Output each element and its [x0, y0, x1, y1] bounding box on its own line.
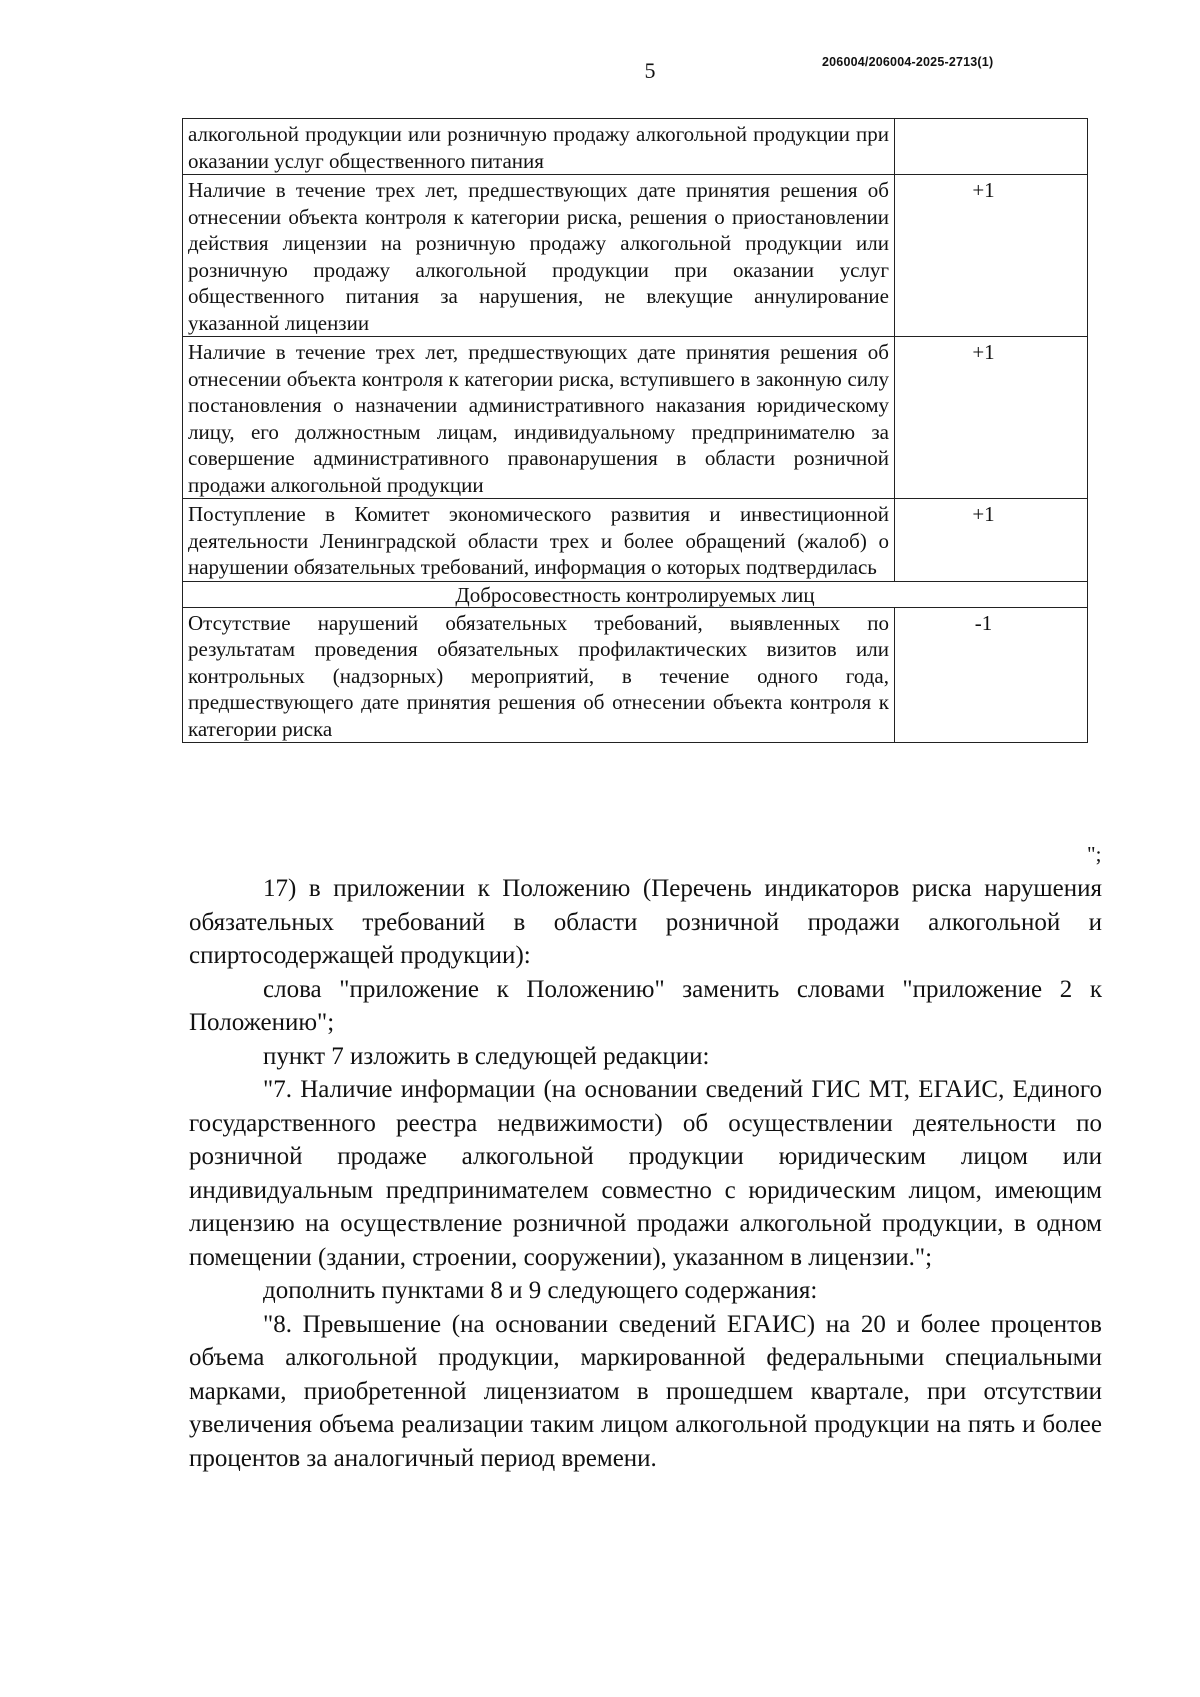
score-cell	[895, 119, 1088, 175]
score-cell: +1	[895, 175, 1088, 337]
score-cell: +1	[895, 499, 1088, 582]
indicator-cell: Отсутствие нарушений обязательных требований, выявленных по результатам проведения обязательных профилактических визитов или контрольных (надзорных) мероприятий, в течение одного года, предшествующего дате принятия решения об отнесении объекта контроля к категории риска	[183, 607, 895, 743]
paragraph: "7. Наличие информации (на основании сведений ГИС МТ, ЕГАИС, Единого государственного реестра недвижимости) об осуществлении деятельности по розничной продаже алкогольной продукции юридическим лицом или индивидуальным предпринимателем совместно с юридическим лицом, имеющим лицензию на осуществление розничной продажи алкогольной продукции, в одном помещении (здании, строении, сооружении), указанном в лицензии.";	[189, 1076, 1102, 1271]
score-cell: +1	[895, 337, 1088, 499]
indicator-cell: Поступление в Комитет экономического развития и инвестиционной деятельности Ленинградской области трех и более обращений (жалоб) о нарушении обязательных требований, информация о которых подтвердилась	[183, 499, 895, 582]
table-row	[183, 119, 1088, 175]
table-row	[183, 499, 1088, 582]
paragraph: 17) в приложении к Положению (Перечень индикаторов риска нарушения обязательных требований в области розничной продажи алкогольной и спиртосодержащей продукции):	[189, 875, 1102, 969]
paragraph: слова "приложение к Положению" заменить словами "приложение 2 к Положению";	[189, 975, 1102, 1036]
amendment-text	[189, 872, 1102, 1475]
table-row	[183, 607, 1088, 743]
page-number: 5	[644, 58, 656, 83]
section-header-row	[183, 581, 1088, 607]
paragraph: дополнить пунктами 8 и 9 следующего содержания:	[263, 1277, 818, 1304]
risk-indicator-table	[182, 118, 1088, 743]
table-row	[183, 175, 1088, 337]
indicator-cell: алкогольной продукции или розничную продажу алкогольной продукции при оказании услуг общественного питания	[183, 119, 895, 175]
indicator-cell: Наличие в течение трех лет, предшествующих дате принятия решения об отнесении объекта контроля к категории риска, вступившего в законную силу постановления о назначении административного наказания юридическому лицу, его должностным лицам, индивидуальному предпринимателю за совершение административного правонарушения в области розничной продажи алкогольной продукции	[183, 337, 895, 499]
paragraph: пункт 7 изложить в следующей редакции:	[263, 1042, 710, 1070]
document-id: 206004/206004-2025-2713(1)	[822, 55, 994, 69]
table-row	[183, 337, 1088, 499]
table-closing-quote: ";	[1087, 842, 1102, 866]
section-title: Добросовестность контролируемых лиц	[183, 581, 1088, 607]
paragraph: "8. Превышение (на основании сведений ЕГАИС) на 20 и более процентов объема алкогольной продукции, маркированной федеральными специальными марками, приобретенной лицензиатом в прошедшем квартале, при отсутствии увеличения объема реализации таким лицом алкогольной продукции на пять и более процентов за аналогичный период времени.	[189, 1310, 1102, 1472]
score-cell: -1	[895, 607, 1088, 743]
indicator-cell: Наличие в течение трех лет, предшествующих дате принятия решения об отнесении объекта контроля к категории риска, решения о приостановлении действия лицензии на розничную продажу алкогольной продукции или розничную продажу алкогольной продукции при оказании услуг общественного питания за нарушения, не влекущие аннулирование указанной лицензии	[183, 175, 895, 337]
